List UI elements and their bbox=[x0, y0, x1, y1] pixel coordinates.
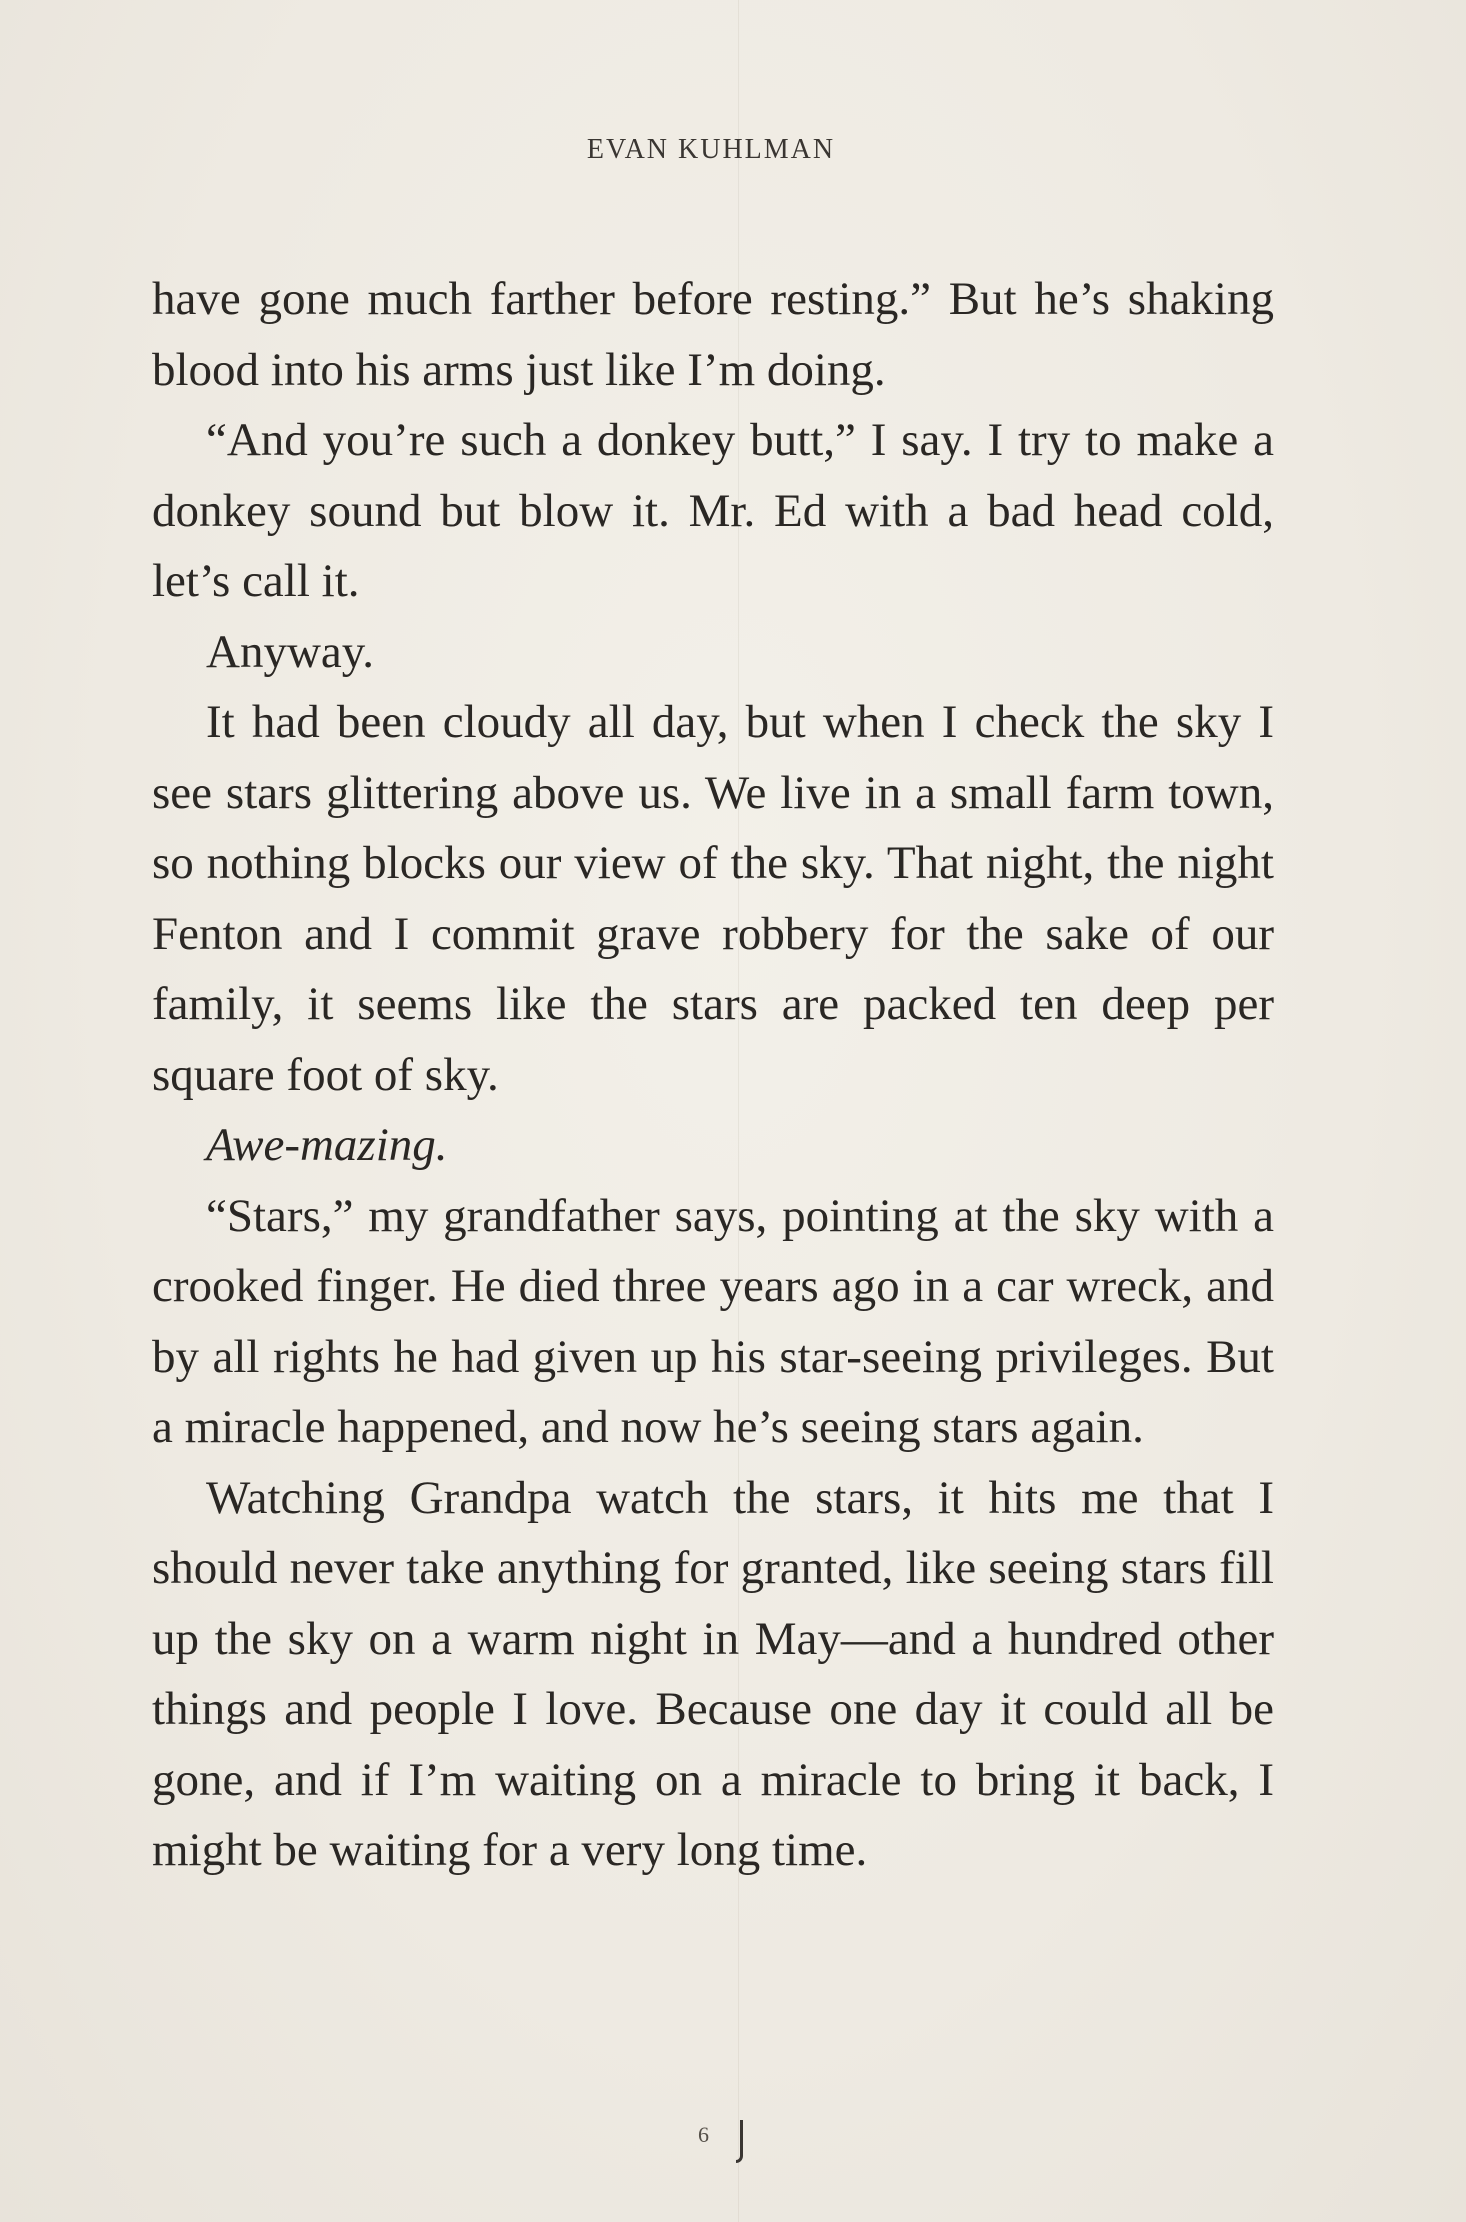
paragraph-2: “And you’re such a donkey butt,” I say. I try to make a donkey sound but blow it. Mr. Ed with a bad head cold, let’s call it. bbox=[152, 414, 1274, 607]
paragraph-3: Anyway. bbox=[206, 625, 374, 678]
body-text bbox=[152, 264, 1274, 1886]
paragraph-7: Watching Grandpa watch the stars, it hits me that I should never take anything for granted, like seeing stars fill up the sky on a warm night in May—and a hundred other things and people I love. Because one day it could all be gone, and if I’m waiting on a miracle to bring it back, I might be waiting for a very long time. bbox=[152, 1471, 1274, 1876]
running-head: EVAN KUHLMAN bbox=[586, 134, 836, 165]
paragraph-1: have gone much farther before resting.” But he’s shaking blood into his arms just like I’m doing. bbox=[152, 273, 1274, 396]
paragraph-4: It had been cloudy all day, but when I check the sky I see stars glittering above us. We live in a small farm town, so nothing blocks our view of the sky. That night, the night Fenton and I commit grave robbery for the sake of our family, it seems like the stars are packed ten deep per square foot of sky. bbox=[152, 696, 1274, 1101]
folio-ornament bbox=[736, 2120, 743, 2163]
paragraph-6: “Stars,” my grandfather says, pointing at the sky with a crooked finger. He died three years ago in a car wreck, and by all rights he had given up his star-seeing privileges. But a miracle happened, and now he’s seeing stars again. bbox=[152, 1189, 1274, 1453]
paragraph-5: Awe-mazing. bbox=[206, 1119, 448, 1171]
page-number: 6 bbox=[698, 2122, 709, 2147]
